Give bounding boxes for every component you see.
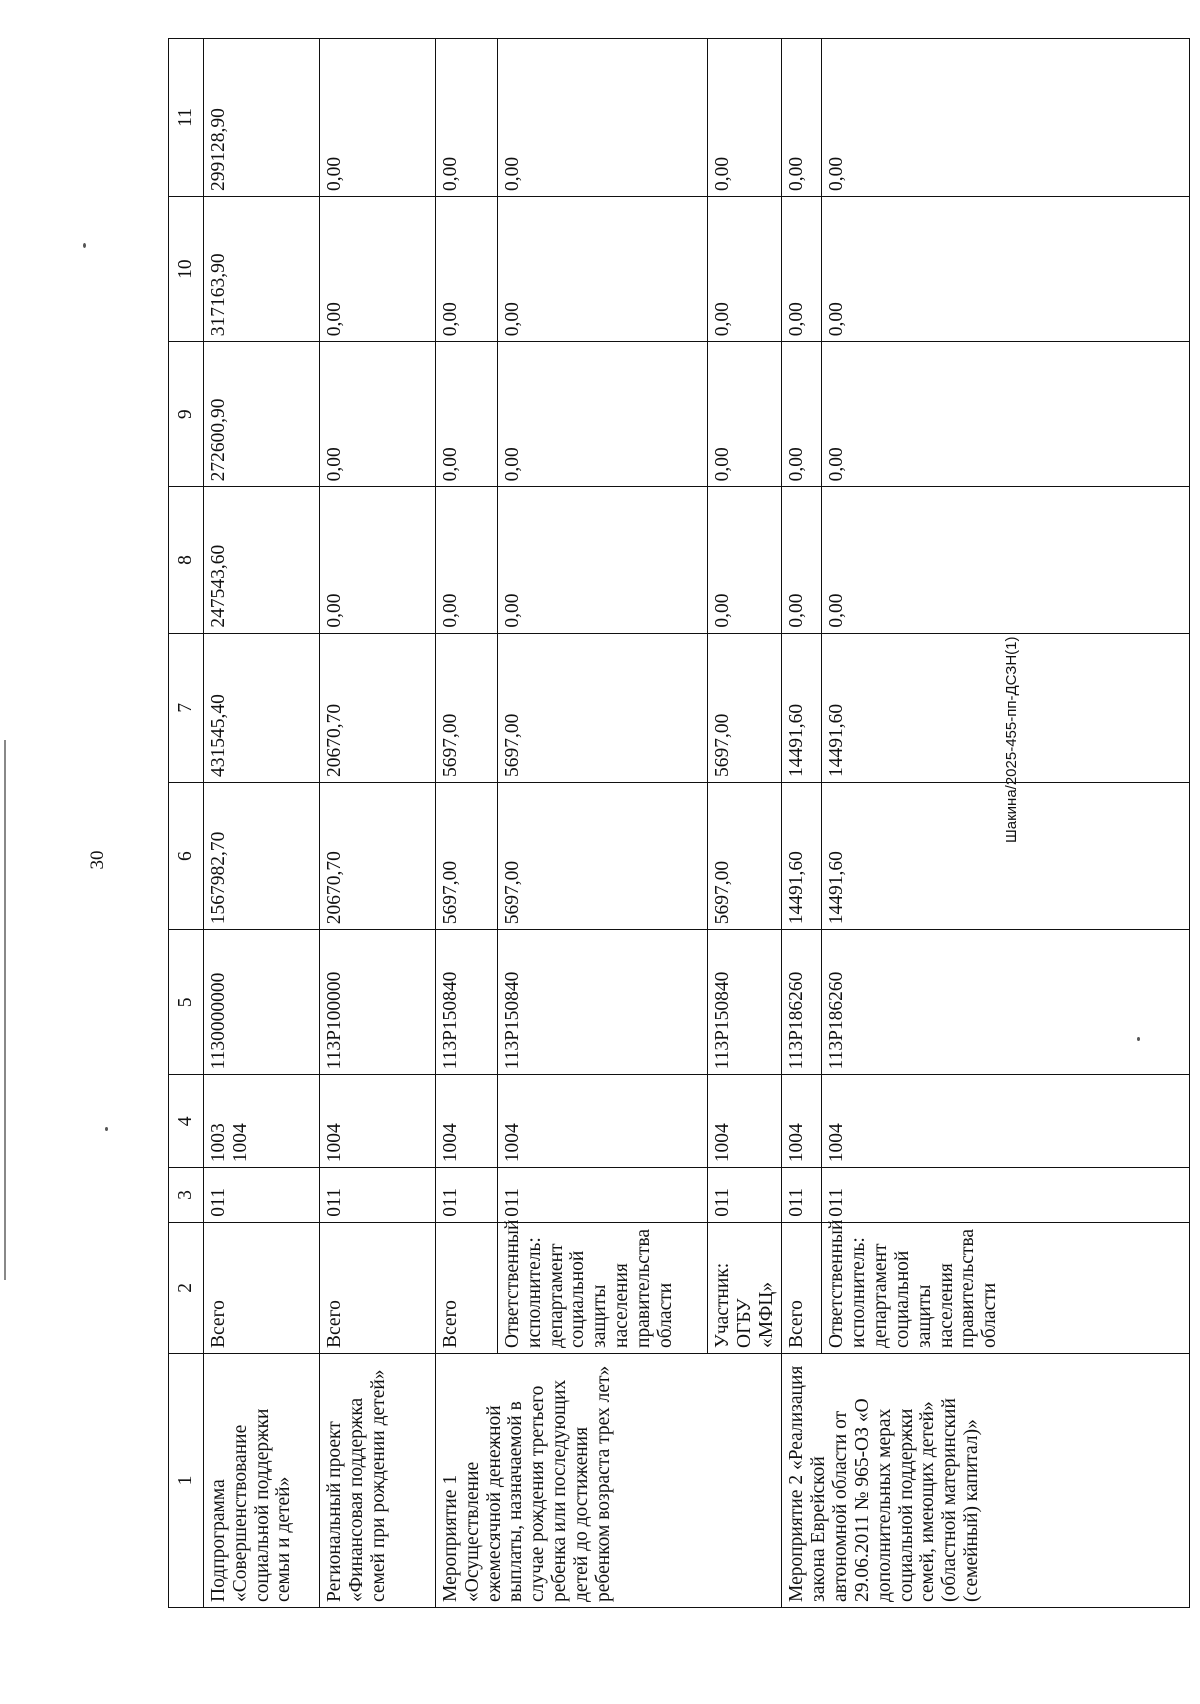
grbs-cell: 011 xyxy=(498,1168,708,1222)
rotated-table-wrapper xyxy=(168,38,1190,1608)
amount-cell: 0,00 xyxy=(708,39,782,197)
amount-cell: 0,00 xyxy=(498,197,708,342)
amount-cell: 0,00 xyxy=(498,487,708,633)
amount-cell: 0,00 xyxy=(708,197,782,342)
row-type-cell: Ответственный исполнитель: департамент социальной защиты населения правительства области xyxy=(498,1222,708,1353)
amount-cell: 5697,00 xyxy=(708,633,782,782)
grbs-cell: 011 xyxy=(320,1168,436,1222)
header-cell: 7 xyxy=(169,633,204,782)
grbs-cell: 011 xyxy=(822,1168,1190,1222)
header-cell: 2 xyxy=(169,1222,204,1353)
header-cell: 9 xyxy=(169,342,204,487)
amount-cell: 14491,60 xyxy=(782,633,822,782)
code-cell: 1130000000 xyxy=(204,930,320,1075)
amount-cell: 247543,60 xyxy=(204,487,320,633)
header-cell: 3 xyxy=(169,1168,204,1222)
amount-cell: 0,00 xyxy=(822,342,1190,487)
table-row xyxy=(782,39,822,1608)
amount-cell: 0,00 xyxy=(782,197,822,342)
document-footer-code: Шакина/2025-455-пп-ДСЗН(1) xyxy=(1003,636,1020,843)
amount-cell: 0,00 xyxy=(782,342,822,487)
code-cell: 113Р186260 xyxy=(822,930,1190,1075)
amount-cell: 5697,00 xyxy=(708,783,782,930)
row-type-cell: Всего xyxy=(782,1222,822,1353)
row-name-cell: Региональный проект «Финансовая поддержка семей при рождении детей» xyxy=(320,1353,436,1607)
amount-cell: 1567982,70 xyxy=(204,783,320,930)
section-cell: 1004 xyxy=(708,1075,782,1168)
amount-cell: 20670,70 xyxy=(320,633,436,782)
amount-cell: 0,00 xyxy=(320,487,436,633)
section-cell: 1004 xyxy=(498,1075,708,1168)
scan-edge-line xyxy=(4,740,6,1280)
amount-cell: 5697,00 xyxy=(436,633,498,782)
section-cell: 1004 xyxy=(436,1075,498,1168)
header-cell: 4 xyxy=(169,1075,204,1168)
section-cell: 1004 xyxy=(782,1075,822,1168)
amount-cell: 0,00 xyxy=(822,487,1190,633)
funding-table xyxy=(168,38,1190,1608)
amount-cell: 0,00 xyxy=(436,487,498,633)
table-row xyxy=(436,39,498,1608)
code-cell: 113Р150840 xyxy=(708,930,782,1075)
code-cell: 113Р150840 xyxy=(436,930,498,1075)
amount-cell: 14491,60 xyxy=(822,633,1190,782)
amount-cell: 0,00 xyxy=(498,39,708,197)
row-type-cell: Участник: ОГБУ «МФЦ» xyxy=(708,1222,782,1353)
scan-speck xyxy=(105,1127,108,1131)
header-cell: 10 xyxy=(169,197,204,342)
grbs-cell: 011 xyxy=(782,1168,822,1222)
scan-speck xyxy=(83,243,86,248)
section-cell xyxy=(204,1075,320,1168)
row-type-cell: Всего xyxy=(320,1222,436,1353)
amount-cell: 0,00 xyxy=(436,197,498,342)
code-cell: 113Р186260 xyxy=(782,930,822,1075)
row-type-cell: Всего xyxy=(204,1222,320,1353)
amount-cell: 0,00 xyxy=(822,197,1190,342)
amount-cell: 299128,90 xyxy=(204,39,320,197)
table-row xyxy=(320,39,436,1608)
amount-cell: 0,00 xyxy=(782,487,822,633)
amount-cell: 0,00 xyxy=(320,39,436,197)
amount-cell: 14491,60 xyxy=(822,783,1190,930)
amount-cell: 317163,90 xyxy=(204,197,320,342)
header-row xyxy=(169,39,204,1608)
grbs-cell: 011 xyxy=(204,1168,320,1222)
header-cell: 5 xyxy=(169,930,204,1075)
section-value: 1003 1004 xyxy=(208,1123,251,1163)
amount-cell: 0,00 xyxy=(436,342,498,487)
row-type-cell: Всего xyxy=(436,1222,498,1353)
header-cell: 6 xyxy=(169,783,204,930)
amount-cell: 0,00 xyxy=(436,39,498,197)
row-name-cell: Подпрограмма «Совершенствование социальной поддержки семьи и детей» xyxy=(204,1353,320,1607)
section-cell: 1004 xyxy=(320,1075,436,1168)
table-row xyxy=(204,39,320,1608)
section-cell: 1004 xyxy=(822,1075,1190,1168)
row-name-cell: Мероприятие 2 «Реализация закона Еврейской автономной области от 29.06.2011 № 965-ОЗ «О дополнительных мерах социальной поддержки семей, имеющих детей» (областной материнский (семейный) капитал)» xyxy=(782,1353,1190,1607)
amount-cell: 0,00 xyxy=(498,342,708,487)
grbs-cell: 011 xyxy=(436,1168,498,1222)
amount-cell: 0,00 xyxy=(822,39,1190,197)
page-number: 30 xyxy=(87,850,108,870)
row-name-cell: Мероприятие 1 «Осуществление ежемесячной денежной выплаты, назначаемой в случае рождения третьего ребенка или последующих детей до достижения ребенком возраста трех лет» xyxy=(436,1353,782,1607)
code-cell: 113Р100000 xyxy=(320,930,436,1075)
grbs-cell: 011 xyxy=(708,1168,782,1222)
amount-cell: 20670,70 xyxy=(320,783,436,930)
amount-cell: 5697,00 xyxy=(498,783,708,930)
amount-cell: 0,00 xyxy=(708,487,782,633)
amount-cell: 5697,00 xyxy=(436,783,498,930)
header-cell: 11 xyxy=(169,39,204,197)
amount-cell: 5697,00 xyxy=(498,633,708,782)
amount-cell: 14491,60 xyxy=(782,783,822,930)
header-cell: 1 xyxy=(169,1353,204,1607)
amount-cell: 0,00 xyxy=(708,342,782,487)
amount-cell: 272600,90 xyxy=(204,342,320,487)
amount-cell: 0,00 xyxy=(320,342,436,487)
row-type-cell: Ответственный исполнитель: департамент социальной защиты населения правительства области xyxy=(822,1222,1190,1353)
amount-cell: 0,00 xyxy=(320,197,436,342)
code-cell: 113Р150840 xyxy=(498,930,708,1075)
amount-cell: 431545,40 xyxy=(204,633,320,782)
header-cell: 8 xyxy=(169,487,204,633)
amount-cell: 0,00 xyxy=(782,39,822,197)
